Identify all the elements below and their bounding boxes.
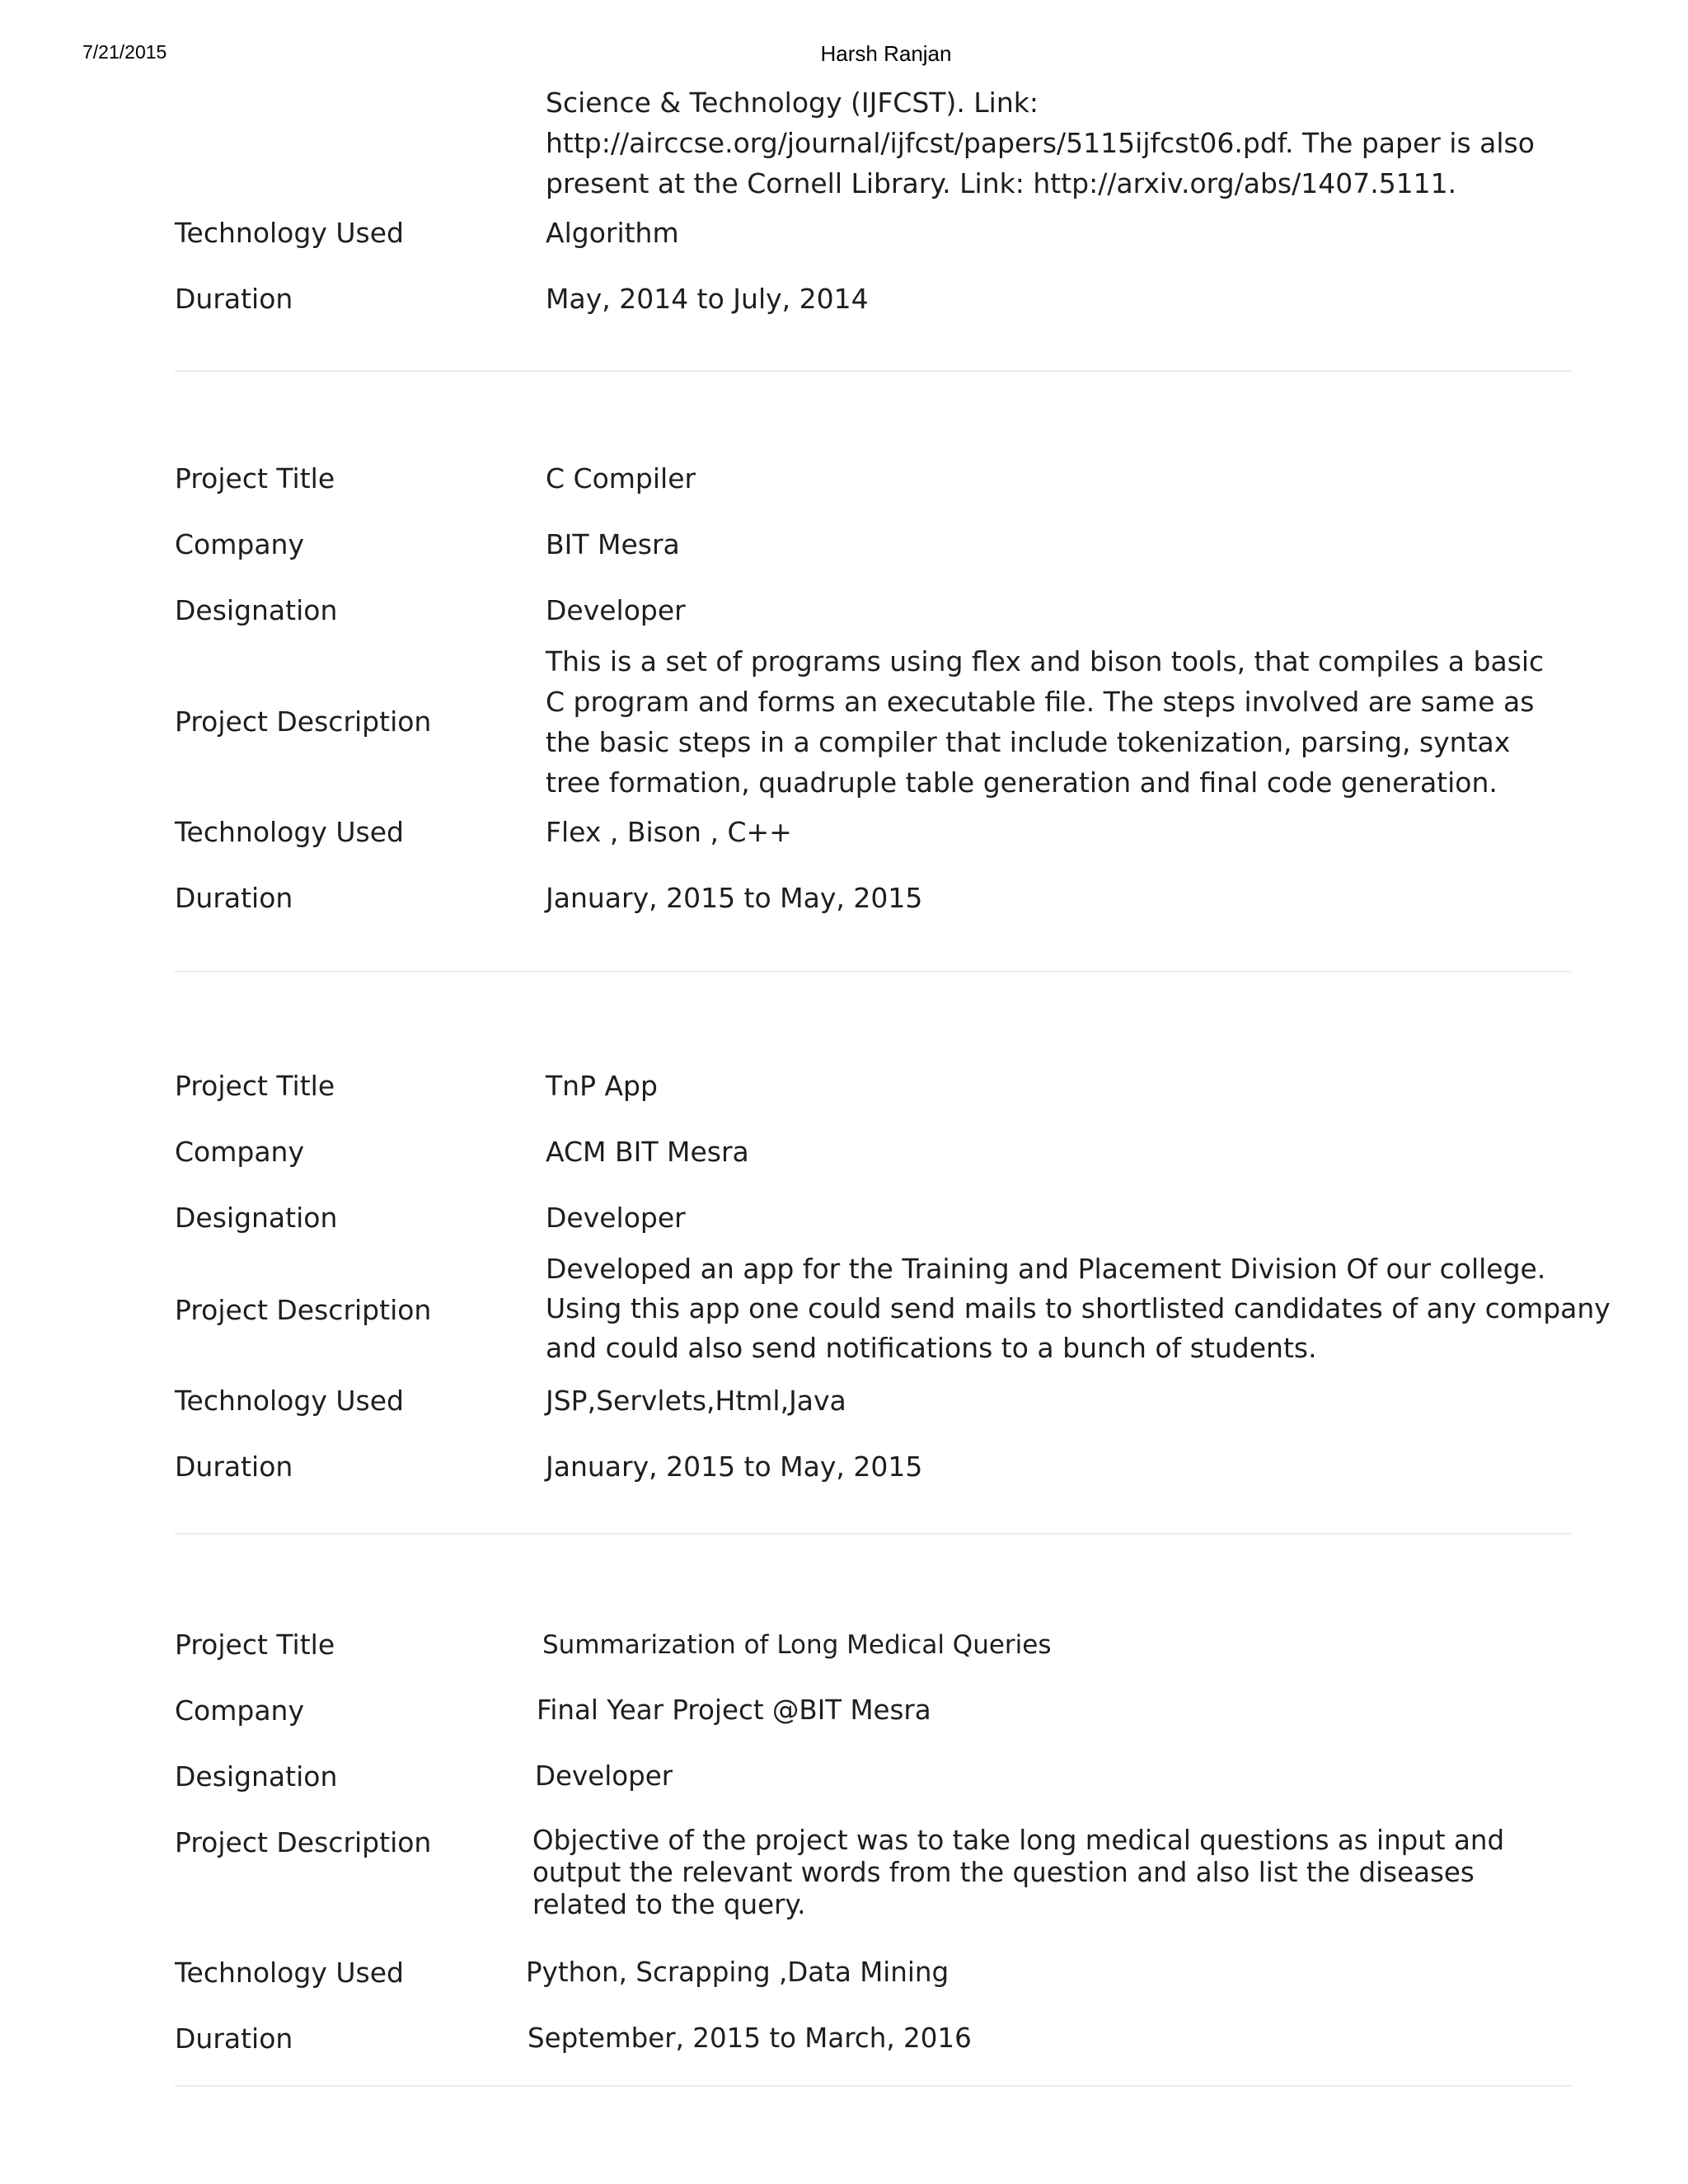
description-line: This is a set of programs using flex and bison tools, that compiles a basic — [546, 645, 1545, 677]
designation-label: Designation — [175, 1760, 338, 1793]
company-value: ACM BIT Mesra — [546, 1136, 749, 1168]
designation-label: Designation — [175, 1202, 338, 1234]
duration-value: January, 2015 to May, 2015 — [546, 1451, 923, 1483]
description-line: and could also send notifications to a bunch of students. — [546, 1332, 1317, 1364]
technology-used-value: Flex , Bison , C++ — [546, 816, 792, 848]
technology-used-label: Technology Used — [175, 816, 404, 848]
technology-used-label: Technology Used — [175, 1385, 404, 1417]
duration-value: January, 2015 to May, 2015 — [546, 882, 923, 914]
company-label: Company — [175, 528, 304, 560]
designation-value: Developer — [546, 1202, 686, 1234]
document-title: Harsh Ranjan — [820, 41, 952, 66]
duration-label: Duration — [175, 1451, 293, 1483]
duration-label: Duration — [175, 882, 293, 914]
company-value: Final Year Project @BIT Mesra — [537, 1694, 931, 1726]
project-description-continued — [546, 82, 1568, 204]
print-date: 7/21/2015 — [82, 41, 167, 63]
company-label: Company — [175, 1694, 304, 1727]
technology-used-value: Algorithm — [546, 217, 679, 249]
technology-used-value: Python, Scrapping ,Data Mining — [526, 1957, 950, 1988]
description-line: Developed an app for the Training and Placement Division Of our college. — [546, 1253, 1546, 1285]
description-line: present at the Cornell Library. Link: http://arxiv.org/abs/1407.5111. — [546, 167, 1457, 199]
technology-used-label: Technology Used — [175, 1957, 404, 1989]
section-divider — [175, 1533, 1571, 1535]
project-description-label: Project Description — [175, 1826, 432, 1858]
project-description-value — [546, 1249, 1611, 1368]
project-description-label: Project Description — [175, 705, 432, 738]
designation-value: Developer — [535, 1760, 673, 1792]
project-title-label: Project Title — [175, 1070, 335, 1102]
section-divider — [175, 370, 1571, 372]
project-title-label: Project Title — [175, 1629, 335, 1661]
duration-label: Duration — [175, 2022, 293, 2055]
duration-value: May, 2014 to July, 2014 — [546, 283, 869, 315]
designation-value: Developer — [546, 594, 686, 626]
description-line: Objective of the project was to take long medical questions as input and — [532, 1825, 1505, 1856]
description-line: related to the query. — [532, 1889, 806, 1920]
project-title-value: TnP App — [546, 1070, 658, 1102]
technology-used-label: Technology Used — [175, 217, 404, 249]
project-description-label: Project Description — [175, 1294, 432, 1326]
duration-value: September, 2015 to March, 2016 — [528, 2022, 972, 2054]
description-line: Using this app one could send mails to shortlisted candidates of any company — [546, 1292, 1611, 1324]
project-title-value: Summarization of Long Medical Queries — [542, 1630, 1052, 1660]
company-label: Company — [175, 1136, 304, 1168]
description-line: the basic steps in a compiler that include tokenization, parsing, syntax — [546, 726, 1511, 758]
section-divider — [175, 971, 1571, 972]
section-divider — [175, 2085, 1571, 2087]
project-description-value — [546, 641, 1568, 803]
technology-used-value: JSP,Servlets,Html,Java — [546, 1385, 846, 1417]
description-line: C program and forms an executable file. The steps involved are same as — [546, 686, 1535, 718]
project-title-value: C Compiler — [546, 462, 696, 494]
description-line: http://airccse.org/journal/ijfcst/papers/5115ijfcst06.pdf. The paper is also — [546, 127, 1535, 159]
company-value: BIT Mesra — [546, 528, 680, 560]
description-line: output the relevant words from the question and also list the diseases — [532, 1857, 1475, 1888]
description-line: tree formation, quadruple table generation and final code generation. — [546, 766, 1498, 799]
designation-label: Designation — [175, 594, 338, 626]
duration-label: Duration — [175, 283, 293, 315]
project-title-label: Project Title — [175, 462, 335, 494]
project-description-value — [532, 1825, 1554, 1921]
description-line: Science & Technology (IJFCST). Link: — [546, 87, 1039, 119]
